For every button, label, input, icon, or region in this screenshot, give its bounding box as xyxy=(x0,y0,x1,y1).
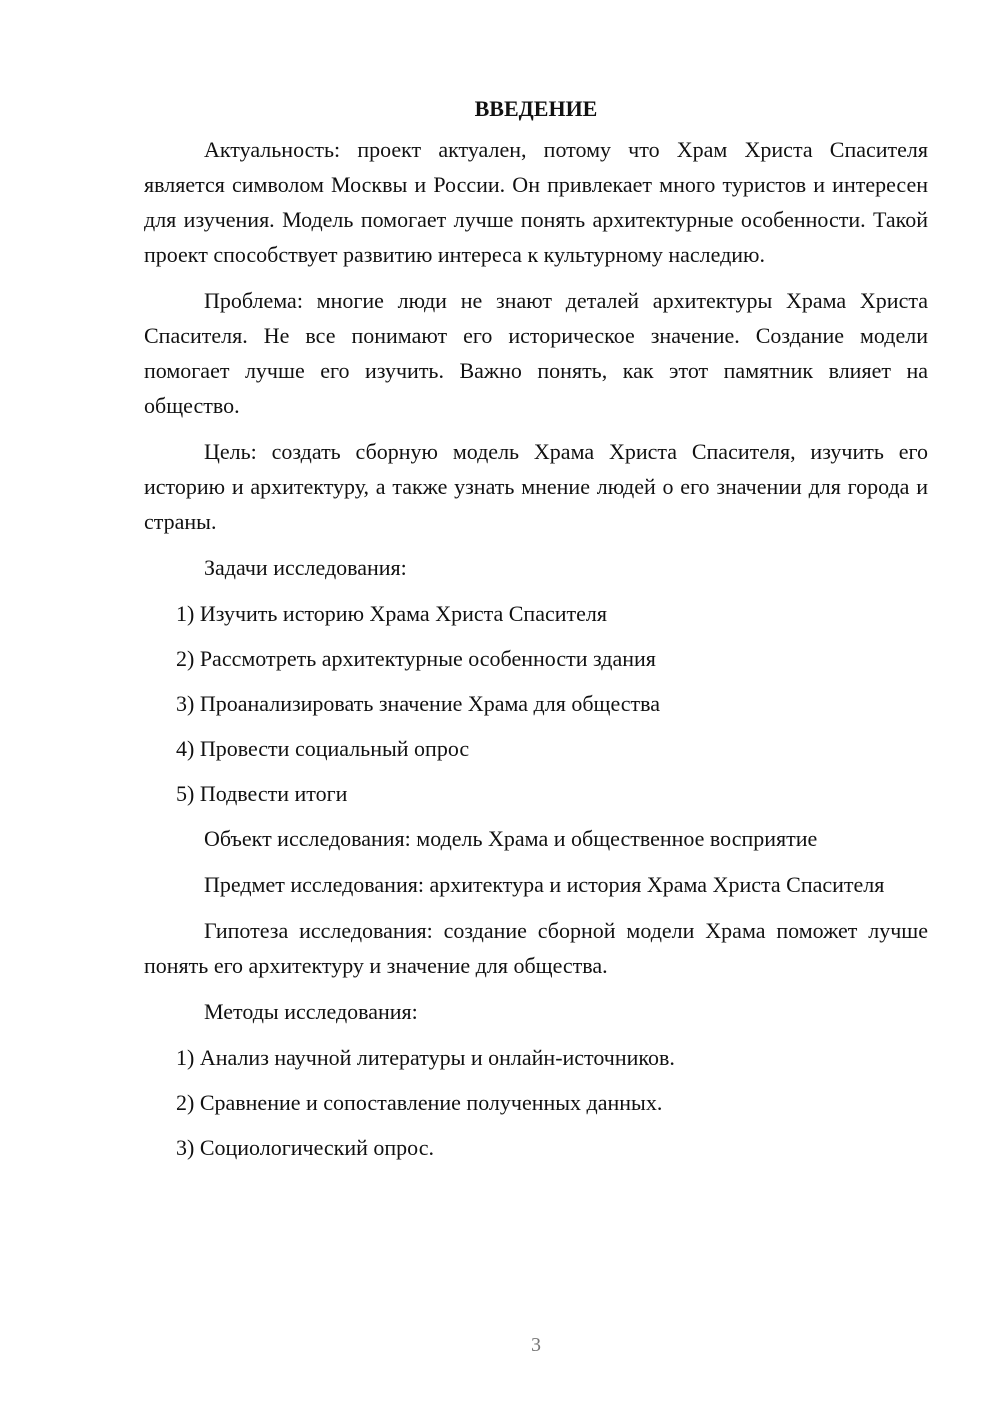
list-item: 4) Провести социальный опрос xyxy=(176,736,470,761)
hypothesis-paragraph: Гипотеза исследования: создание сборной модели Храма поможет лучше понять его архитектуру и значение для общества. xyxy=(144,918,928,978)
list-item: 2) Рассмотреть архитектурные особенности здания xyxy=(176,646,656,671)
methods-heading: Методы исследования: xyxy=(204,999,418,1024)
tasks-heading: Задачи исследования: xyxy=(204,555,407,580)
goal-paragraph: Цель: создать сборную модель Храма Христа Спасителя, изучить его историю и архитектуру, а также узнать мнение людей о его значении для города и страны. xyxy=(144,439,928,534)
problem-paragraph: Проблема: многие люди не знают деталей архитектуры Храма Христа Спасителя. Не все понимают его историческое значение. Создание модели помогает лучше его изучить. Важно понять, как этот памятник влияет на общество. xyxy=(144,288,928,418)
object-paragraph: Объект исследования: модель Храма и общественное восприятие xyxy=(204,826,818,851)
subject-paragraph: Предмет исследования: архитектура и история Храма Христа Спасителя xyxy=(204,872,885,897)
list-item: 1) Анализ научной литературы и онлайн-источников. xyxy=(176,1045,675,1070)
list-item: 1) Изучить историю Храма Христа Спасителя xyxy=(176,601,607,626)
list-item: 2) Сравнение и сопоставление полученных данных. xyxy=(176,1090,663,1115)
tasks-list xyxy=(144,596,928,811)
section-title: ВВЕДЕНИЕ xyxy=(474,96,598,121)
relevance-paragraph: Актуальность: проект актуален, потому что Храм Христа Спасителя является символом Москвы и России. Он привлекает много туристов и интересен для изучения. Модель помогает лучше понять архитектурные особенности. Такой проект способствует развитию интереса к культурному наследию. xyxy=(144,137,928,267)
list-item: 3) Социологический опрос. xyxy=(176,1135,434,1160)
list-item: 5) Подвести итоги xyxy=(176,781,348,806)
list-item: 3) Проанализировать значение Храма для общества xyxy=(176,691,661,716)
page-number: 3 xyxy=(531,1334,541,1356)
methods-list xyxy=(144,1040,928,1165)
document-page xyxy=(144,92,928,1175)
